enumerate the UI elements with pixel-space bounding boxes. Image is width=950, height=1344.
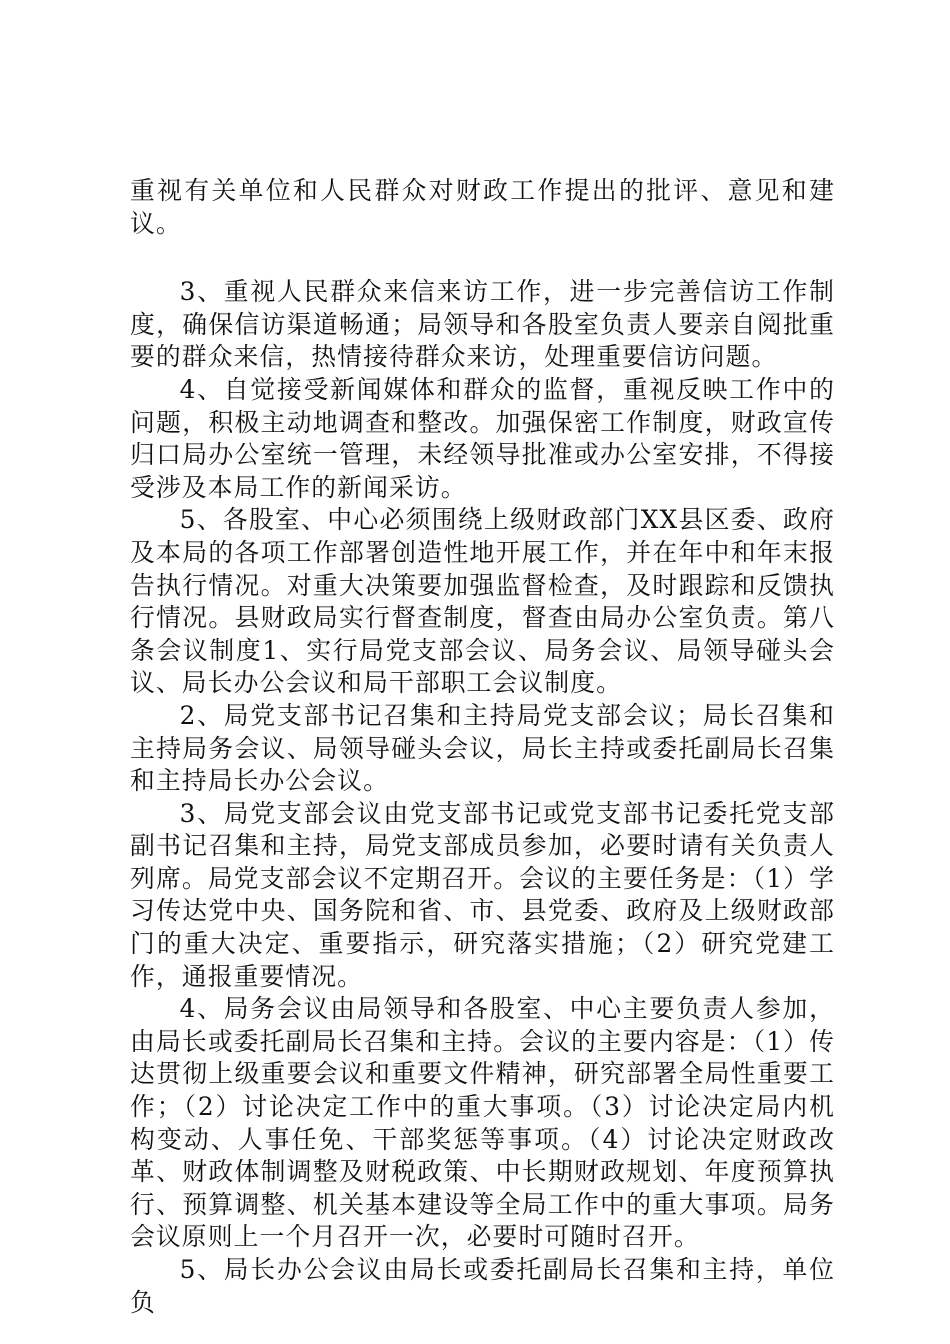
paragraph-item-3-petitions: 3、重视人民群众来信来访工作，进一步完善信访工作制度，确保信访渠道畅通；局领导和各股室负责人要亲自阅批重要的群众来信，热情接待群众来访，处理重要信访问题。	[130, 277, 835, 372]
paragraph-meeting-item-4: 4、局务会议由局领导和各股室、中心主要负责人参加，由局长或委托副局长召集和主持。会议的主要内容是：（1）传达贯彻上级重要会议和重要文件精神，研究部署全局性重要工作；（2）讨论决定工作中的重大事项。（3）讨论决定局内机构变动、人事任免、干部奖惩等事项。（4）讨论决定财政改革、财政体制调整及财税政策、中长期财政规划、年度预算执行、预算调整、机关基本建设等全局工作中的重大事项。局务会议原则上一个月召开一次，必要时可随时召开。	[130, 994, 835, 1252]
paragraph-meeting-item-5: 5、局长办公会议由局长或委托副局长召集和主持，单位负	[130, 1255, 835, 1317]
paragraph-continuation: 重视有关单位和人民群众对财政工作提出的批评、意见和建议。	[130, 176, 835, 238]
document-body	[130, 175, 835, 1319]
paragraph-item-5-work-deployment: 5、各股室、中心必须围绕上级财政部门XX县区委、政府及本局的各项工作部署创造性地开展工作，并在年中和年末报告执行情况。对重大决策要加强监督检查，及时跟踪和反馈执行情况。县财政局实行督查制度，督查由局办公室负责。第八条会议制度1、实行局党支部会议、局务会议、局领导碰头会议、局长办公会议和局干部职工会议制度。	[130, 505, 835, 698]
paragraph-meeting-item-2: 2、局党支部书记召集和主持局党支部会议；局长召集和主持局务会议、局领导碰头会议，局长主持或委托副局长召集和主持局长办公会议。	[130, 700, 835, 796]
paragraph-item-4-media-supervision: 4、自觉接受新闻媒体和群众的监督，重视反映工作中的问题，积极主动地调查和整改。加强保密工作制度，财政宣传归口局办公室统一管理，未经领导批准或办公室安排，不得接受涉及本局工作的新闻采访。	[130, 374, 835, 502]
paragraph-meeting-item-3: 3、局党支部会议由党支部书记或党支部书记委托党支部副书记召集和主持，局党支部成员参加，必要时请有关负责人列席。局党支部会议不定期召开。会议的主要任务是：（1）学习传达党中央、国务院和省、市、县党委、政府及上级财政部门的重大决定、重要指示，研究落实措施；（2）研究党建工作，通报重要情况。	[130, 798, 835, 991]
